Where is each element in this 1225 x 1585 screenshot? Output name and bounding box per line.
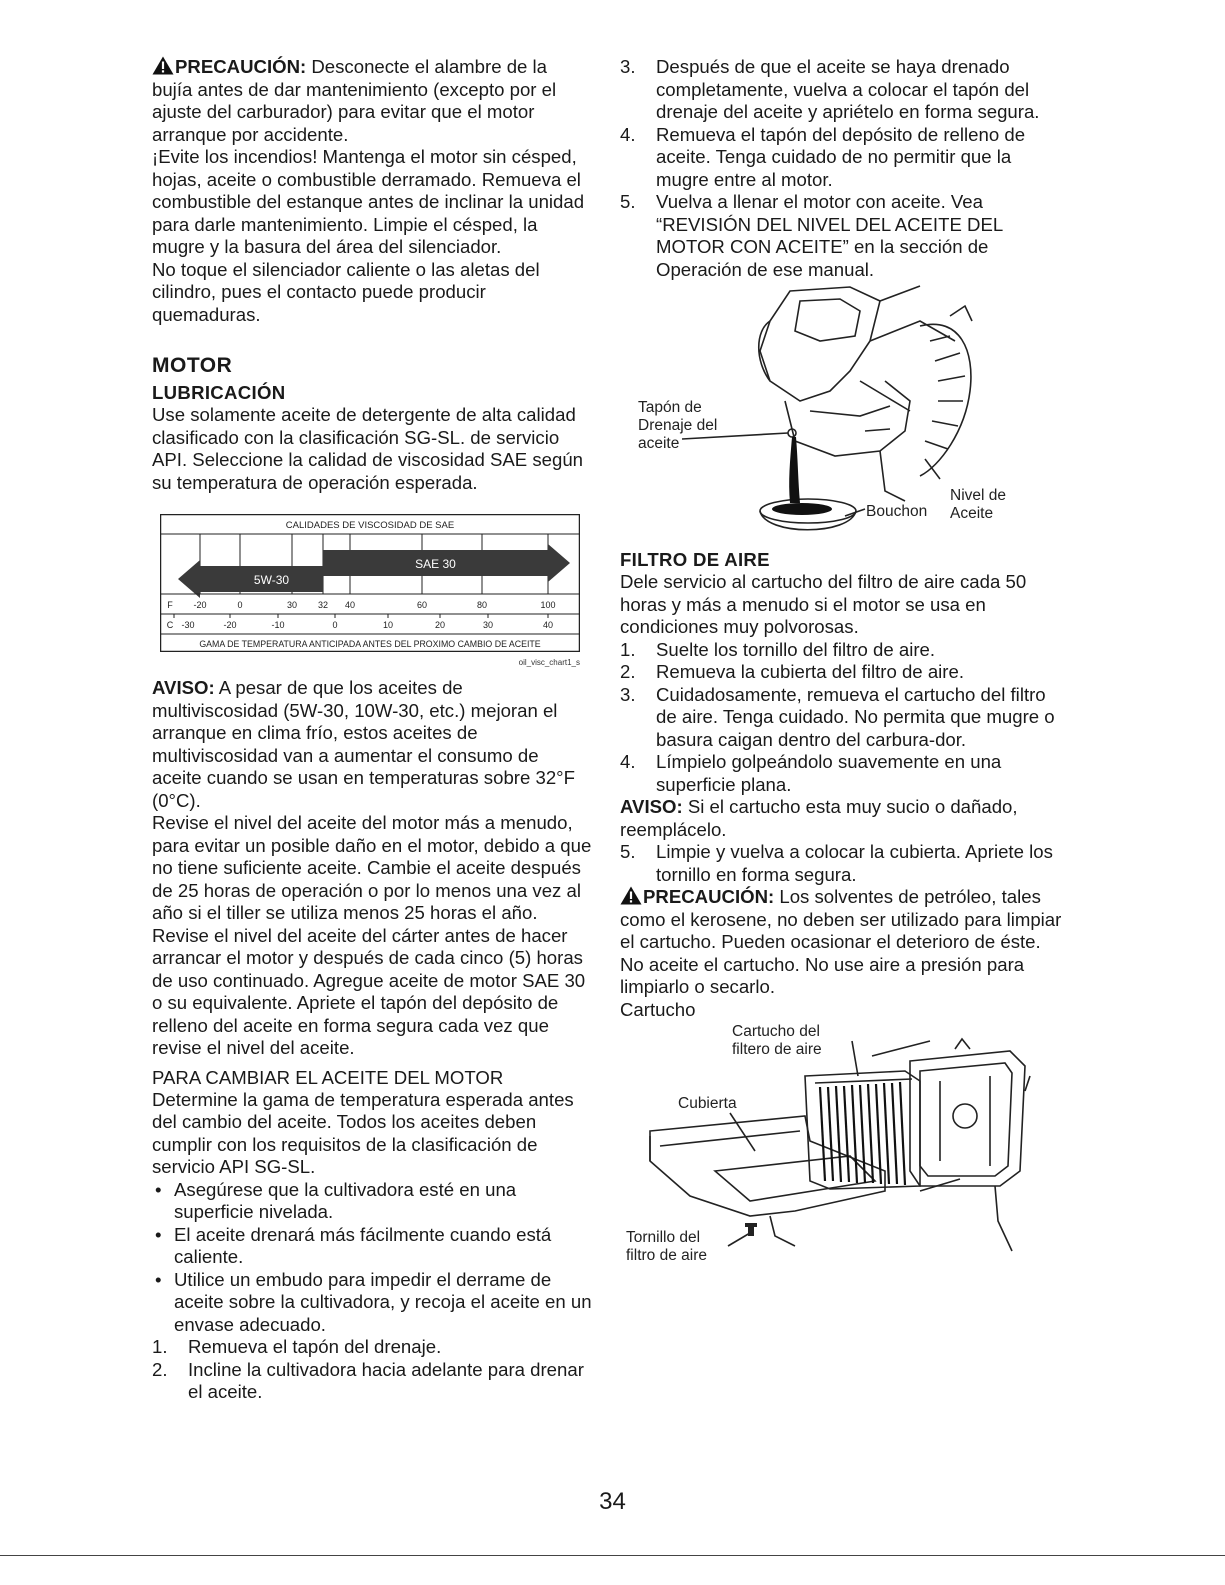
cover-label: Cubierta [678, 1095, 737, 1112]
step-item: 2. Incline la cultivadora hacia adelante para drenar el aceite. [152, 1358, 584, 1402]
fire-warning-text: ¡Evite los incendios! Mantenga el motor sin césped, hojas, aceite o combustible derramado. Remueva el combustible del estanque antes de inclinar la unidad para darle mantenimiento. Limpie el césped, la mugre y la basura del área del silenciador. [152, 146, 585, 257]
c-tick-label: -30 [181, 620, 195, 630]
air-filter-step-5 [620, 841, 1065, 886]
step-item: 5. Limpie y vuelva a colocar la cubierta. Apriete los tornillo en forma segura. [620, 841, 1053, 885]
air-filter-figure [620, 1021, 1065, 1271]
muffler-warning-text: No toque el silenciador caliente o las aletas del cilindro, pues el contacto puede producir quemaduras. [152, 258, 540, 325]
chart-title: CALIDADES DE VISCOSIDAD DE SAE [285, 520, 455, 531]
c-tick-label: 40 [542, 620, 554, 630]
air-filter-heading: FILTRO DE AIRE [620, 549, 770, 570]
oil-drain-figure [620, 281, 1065, 549]
f-tick-label: 100 [540, 600, 556, 610]
f-tick-label: 60 [416, 600, 428, 610]
caution-text: Desconecte el alambre de la bujía antes de dar mantenimiento (excepto por el ajuste del carburador) para evitar que el motor arranque por accidente. [152, 56, 557, 145]
right-column [620, 56, 1065, 1271]
filter-cartridge-label: Cartucho del filtero de aire [732, 1023, 822, 1058]
step-item: 1. Suelte los tornillo del filtro de aire. [620, 638, 936, 660]
f-axis-label: F [167, 600, 173, 610]
chart-footer: GAMA DE TEMPERATURA ANTICIPADA ANTES DEL PROXIMO CAMBIO DE ACEITE [199, 639, 541, 649]
change-oil-text: Determine la gama de temperatura esperada antes del cambio del aceite. Todos los aceites deben cumplir con los requisitos de la clasificación de servicio API SG-SL. [152, 1088, 574, 1177]
warning-triangle-icon [620, 886, 642, 905]
bullet-item: • El aceite drenará más fácilmente cuando está caliente. [155, 1223, 552, 1267]
step-item: 3. Después de que el aceite se haya drenado completamente, vuelva a colocar el tapón del drenaje del aceite y apriételo en forma segura. [620, 56, 1040, 122]
change-oil-bullets [152, 1179, 592, 1337]
c-tick-label: 0 [332, 620, 338, 630]
f-tick-label: 0 [237, 600, 243, 610]
aviso-text: A pesar de que los aceites de multiviscosidad (5W-30, 10W-30, etc.) mejoran el arranque en clima frío, estos aceites de multiviscosidad van a aumentar el consumo de aceite cuando se usan en temperaturas sobre 32°F (0°C). [152, 677, 575, 811]
step-item: 4. Remueva el tapón del depósito de relleno de aceite. Tenga cuidado de no permitir que la mugre entre al motor. [620, 123, 1026, 190]
step-item: 5. Vuelva a llenar el motor con aceite. Vea “REVISIÓN DEL NIVEL DEL ACEITE DEL MOTOR CON ACEITE” en la sección de Operación de ese manual. [620, 191, 1003, 280]
step-item: 2. Remueva la cubierta del filtro de aire. [620, 661, 964, 682]
oil-check-text-2: Revise el nivel del aceite del cárter antes de hacer arrancar el motor y después de cada cinco (5) horas de uso continuado. Agregue aceite de motor SAE 30 o su equivalente. Apriete el tapón del depósito de relleno del aceite en forma segura cada vez que revise el nivel del aceite. [152, 924, 586, 1058]
change-oil-steps [152, 1336, 592, 1404]
c-tick-label: -10 [271, 620, 285, 630]
bullet-item: • Asegúrese que la cultivadora esté en una superficie nivelada. [155, 1178, 517, 1222]
aviso-paragraph-2 [620, 796, 1065, 841]
caution-paragraph-2 [620, 886, 1065, 999]
f-tick-label: 80 [476, 600, 488, 610]
drain-plug-label: Tapón de Drenaje del aceite [638, 399, 718, 452]
motor-heading: MOTOR [152, 354, 233, 377]
cartridge-text: Cartucho [620, 998, 696, 1020]
left-column [152, 56, 592, 1404]
lubrication-heading: LUBRICACIÓN [152, 382, 286, 403]
bar-label-5w30: 5W-30 [253, 573, 290, 587]
chart-figure-id: oil_visc_chart1_s [518, 658, 580, 667]
step-item: 1. Remueva el tapón del drenaje. [152, 1336, 442, 1357]
air-filter-text: Dele servicio al cartucho del filtro de aire cada 50 horas y más a menudo si el motor se usa en condiciones muy polvorosas. [620, 571, 1027, 637]
bar-label-sae30: SAE 30 [415, 557, 456, 571]
caution-label: PRECAUCIÓN: [175, 56, 307, 77]
viscosity-chart-svg [160, 514, 580, 652]
f-tick-label: 40 [344, 600, 356, 610]
f-tick-label: -20 [193, 600, 207, 610]
step-item: 3. Cuidadosamente, remueva el cartucho del filtro de aire. Tenga cuidado. No permita que mugre o basura caigan dentro del carbura-dor. [620, 683, 1055, 750]
lubrication-text: Use solamente aceite de detergente de alta calidad clasificado con la clasificación SG-SL. de servicio API. Seleccione la calidad de viscosidad SAE según su temperatura de operación esperada. [152, 404, 584, 493]
oil-level-label: Nivel de Aceite [950, 487, 1006, 522]
oil-check-text-1: Revise el nivel del aceite del motor más a menudo, para evitar un posible daño en el motor, debido a que no tiene suficiente aceite. Cambie el aceite después de 25 horas de operación o por lo menos una vez al año si el tiller se utiliza menos 25 horas el año. [152, 812, 592, 923]
viscosity-chart [160, 514, 580, 667]
page-bottom-rule [0, 1555, 1225, 1556]
bar-5w30 [178, 560, 323, 598]
f-tick-label: 30 [286, 600, 298, 610]
warning-triangle-icon [152, 56, 174, 75]
oil-steps-continued [620, 56, 1065, 281]
c-axis-label: C [166, 620, 174, 630]
step-item: 4. Límpielo golpeándolo suavemente en una superficie plana. [620, 751, 1002, 795]
bullet-item: • Utilice un embudo para impedir el derrame de aceite sobre la cultivadora, y recoja el aceite en un envase adecuado. [155, 1268, 592, 1335]
c-tick-label: 10 [382, 620, 394, 630]
caution-label: PRECAUCIÓN: [643, 886, 775, 907]
bouchon-label: Bouchon [866, 503, 928, 520]
c-tick-label: 30 [482, 620, 494, 630]
caution-text: Los solventes de petróleo, tales como el kerosene, no deben ser utilizado para limpiar el cartucho. Pueden ocasionar el deterioro de éste. No aceite el cartucho. No use aire a presión para limpiarlo o secarlo. [620, 886, 1062, 997]
aviso-label: AVISO: [620, 796, 683, 817]
filter-screw-label: Tornillo del filtro de aire [626, 1229, 707, 1264]
aviso-text: Si el cartucho esta muy sucio o dañado, reemplácelo. [620, 796, 1018, 840]
caution-paragraph-1 [152, 56, 592, 146]
page-number: 34 [599, 1488, 626, 1515]
air-filter-steps [620, 639, 1065, 797]
c-tick-label: -20 [223, 620, 237, 630]
c-tick-label: 20 [434, 620, 446, 630]
aviso-paragraph-1 [152, 677, 592, 812]
change-oil-heading: PARA CAMBIAR EL ACEITE DEL MOTOR [152, 1066, 504, 1088]
aviso-label: AVISO: [152, 677, 215, 698]
f-tick-label: 32 [317, 600, 329, 610]
